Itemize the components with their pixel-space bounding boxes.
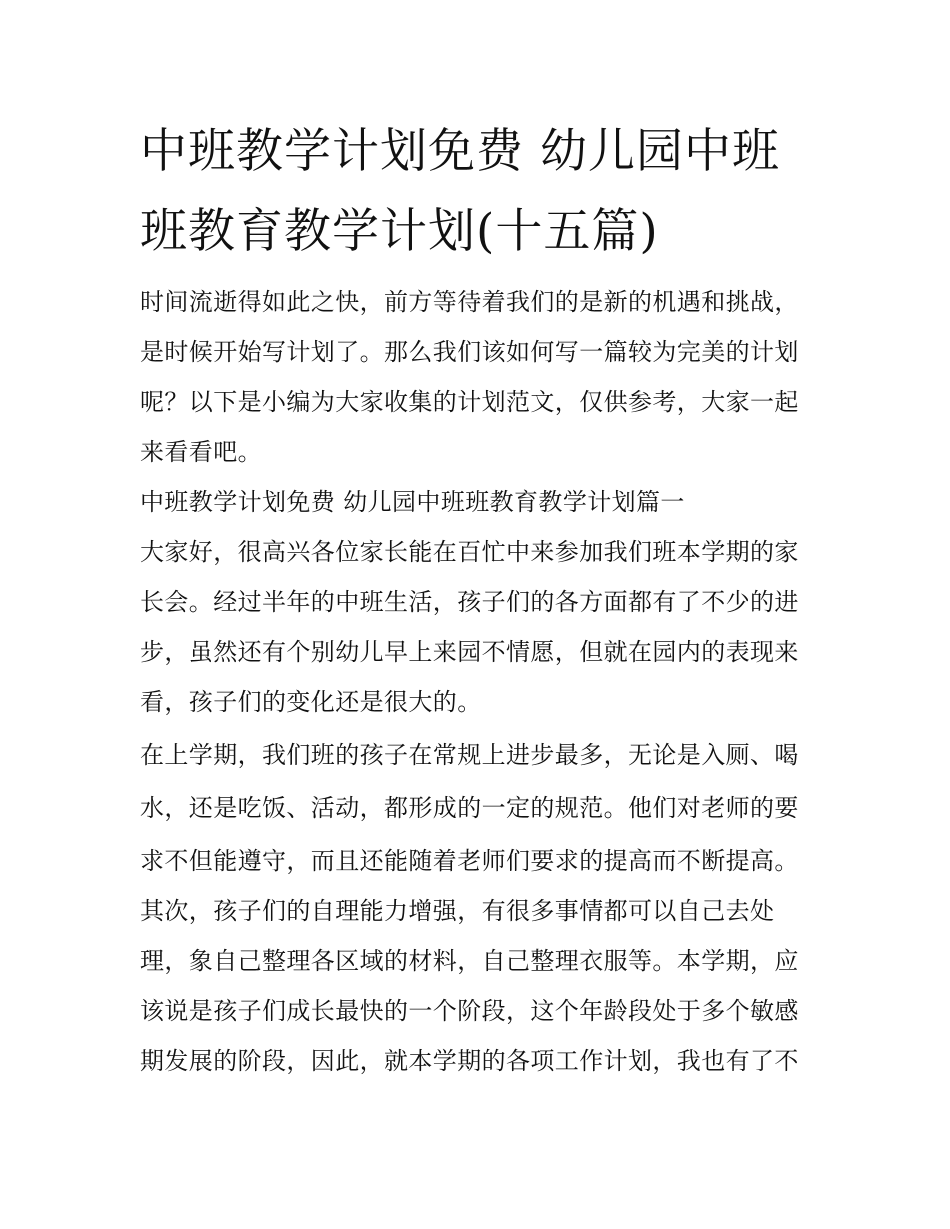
intro-line-3: 呢？以下是小编为大家收集的计划范文，仅供参考，大家一起 [140, 388, 799, 416]
document-title [140, 112, 820, 272]
section-heading: 中班教学计划免费 幼儿园中班班教育教学计划篇一 [140, 488, 685, 516]
intro-line-4: 来看看吧。 [140, 438, 262, 466]
body-line-3: 步，虽然还有个别幼儿早上来园不情愿，但就在园内的表现来 [140, 638, 799, 666]
body-line-8: 其次，孩子们的自理能力增强，有很多事情都可以自己去处 [140, 897, 775, 925]
title-line-1: 中班教学计划免费 幼儿园中班 [140, 124, 780, 179]
body-line-6: 水，还是吃饭、活动，都形成的一定的规范。他们对老师的要 [140, 794, 799, 822]
body-line-10: 该说是孩子们成长最快的一个阶段，这个年龄段处于多个敏感 [140, 997, 799, 1025]
intro-line-2: 是时候开始写计划了。那么我们该如何写一篇较为完美的计划 [140, 338, 799, 366]
body-line-4: 看，孩子们的变化还是很大的。 [140, 688, 482, 716]
intro-line-1: 时间流逝得如此之快，前方等待着我们的是新的机遇和挑战， [140, 288, 799, 316]
body-line-9: 理，象自己整理各区域的材料，自己整理衣服等。本学期，应 [140, 947, 799, 975]
title-line-2: 班教育教学计划(十五篇) [140, 204, 659, 259]
body-line-1: 大家好，很高兴各位家长能在百忙中来参加我们班本学期的家 [140, 538, 799, 566]
body-line-5: 在上学期，我们班的孩子在常规上进步最多，无论是入厕、喝 [140, 741, 799, 769]
body-line-11: 期发展的阶段，因此，就本学期的各项工作计划，我也有了不 [140, 1047, 799, 1075]
body-line-7: 求不但能遵守，而且还能随着老师们要求的提高而不断提高。 [140, 847, 799, 875]
body-line-2: 长会。经过半年的中班生活，孩子们的各方面都有了不少的进 [140, 588, 799, 616]
